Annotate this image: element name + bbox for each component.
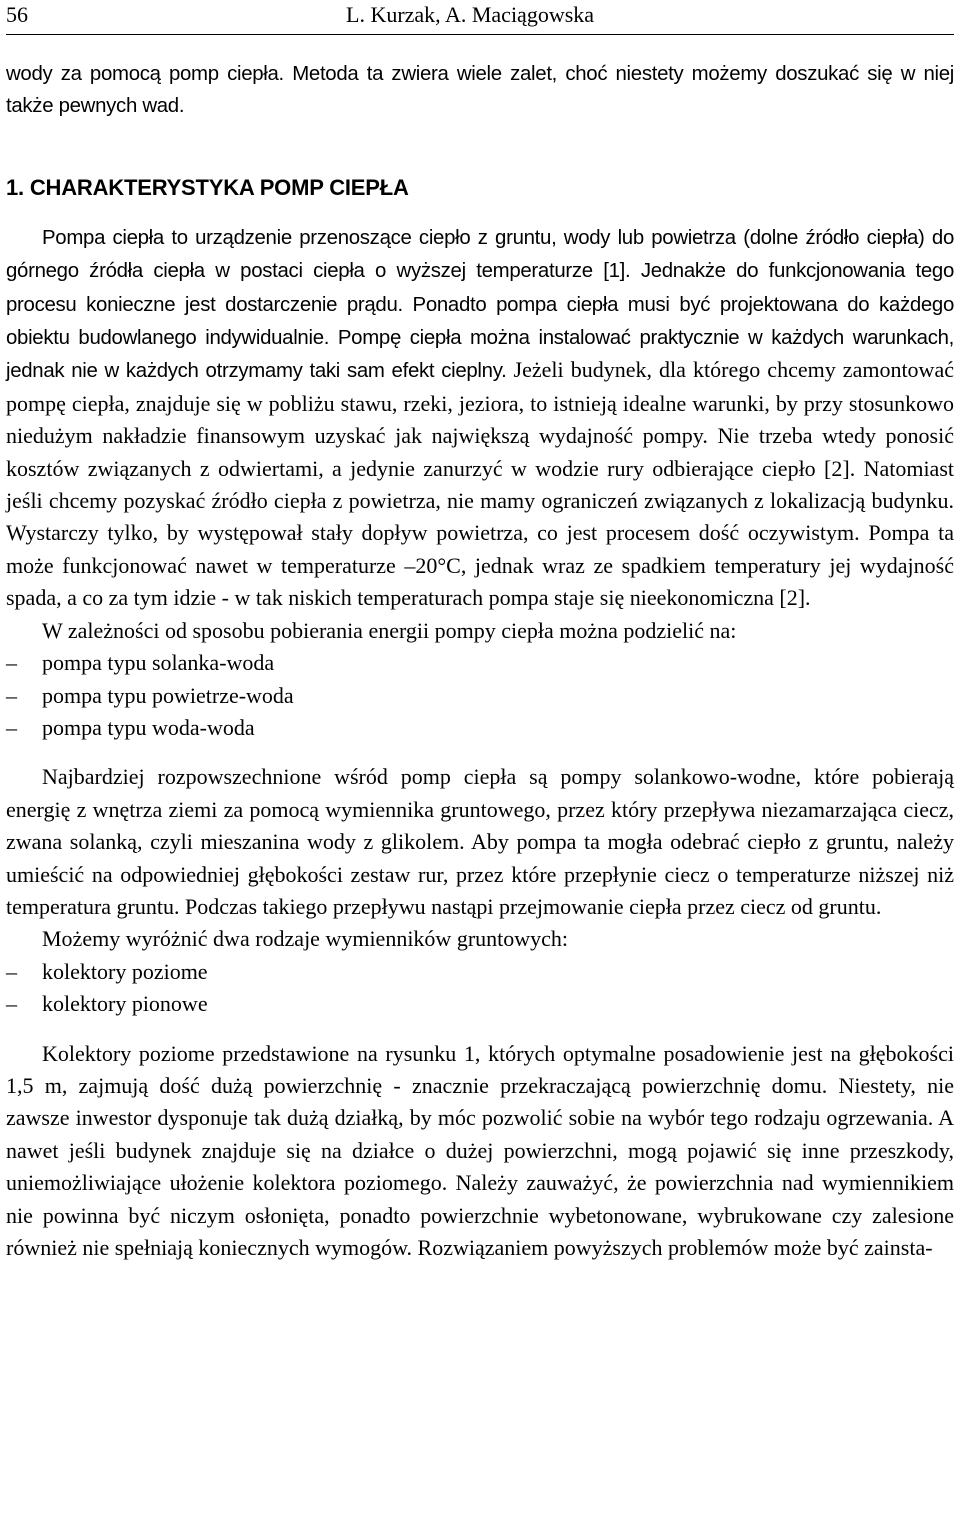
exchanger-types-list	[6, 956, 954, 1021]
exchanger-types-lead: Możemy wyróżnić dwa rodzaje wymienników gruntowych:	[42, 926, 569, 952]
pump-types-lead: W zależności od sposobu pobierania energii pompy ciepła można podzielić na:	[42, 617, 737, 643]
paragraph-brine-water: Najbardziej rozpowszechnione wśród pomp ciepła są pompy solankowo-wodne, które pobierają energię z wnętrza ziemi za pomocą wymiennika gruntowego, przez który przepływa niezamarzająca ciecz, zwana solanką, czyli mieszanina wody z glikolem. Aby pompa ta mogła odebrać ciepło z gruntu, należy umieścić na odpowiedniej głębokości zestaw rur, przez które przepłynie ciecz o temperaturze niższej niż temperatura gruntu. Podczas takiego przepływu nastąpi przejmowanie ciepła przez ciecz od gruntu.	[6, 764, 954, 919]
page-header	[6, 0, 954, 35]
paragraph-horizontal-collectors: Kolektory poziome przedstawione na rysunku 1, których optymalne posadowienie jest na głębokości 1,5 m, zajmują dość dużą powierzchnię - znacznie przekraczającą powierzchnię domu. Niestety, nie zawsze inwestor dysponuje tak dużą działką, by móc pozwolić sobie na wybór tego rodzaju ogrzewania. A nawet jeśli budynek znajduje się na działce o dużej powierzchni, mogą pojawić się inne przeszkody, uniemożliwiające ułożenie kolektora poziomego. Należy zauważyć, że powierzchnia nad wymiennikiem nie powinna być niczym osłonięta, ponadto powierzchnie wybetonowane, wybrukowane czy zalesione również nie spełniają koniecznych wymogów. Rozwiązaniem powyższych problemów może być zainsta-	[6, 1040, 954, 1260]
list-item: – kolektory pionowe	[6, 988, 954, 1020]
pump-types-list	[6, 647, 954, 744]
list-item: – kolektory poziome	[6, 956, 954, 988]
running-head: L. Kurzak, A. Maciągowska	[346, 2, 595, 27]
list-dash: –	[6, 958, 17, 984]
paragraph-sans-part: Pompa ciepła to urządzenie przenoszące ciepło z gruntu, wody lub powietrza (dolne źródło ciepła) do górnego źródła ciepła w postaci ciepła o wyższej temperaturze [1]. Jednakże do funkcjonowania tego procesu konieczne jest dostarczenie prądu. Ponadto pompa ciepła musi być projektowana do każdego obiektu budowlanego indywidualnie. Pompę ciepła można instalować praktycznie w każdych warunkach, jednak nie w każdych otrzymamy taki sam efekt cieplny.	[6, 226, 954, 383]
list-item: – pompa typu powietrze-woda	[6, 680, 954, 712]
list-dash: –	[6, 650, 17, 676]
page-number: 56	[6, 2, 28, 27]
list-item: – pompa typu woda-woda	[6, 712, 954, 744]
list-dash: –	[6, 682, 17, 708]
list-item: – pompa typu solanka-woda	[6, 647, 954, 679]
page-body	[6, 58, 954, 1264]
paragraph-heat-pump-definition	[6, 221, 954, 615]
intro-paragraph: wody za pomocą pomp ciepła. Metoda ta zwiera wiele zalet, choć niestety możemy doszukać się w niej także pewnych wad.	[6, 63, 954, 118]
paragraph-serif-part: Jeżeli budynek, dla którego chcemy zamontować pompę ciepła, znajduje się w pobliżu stawu, rzeki, jeziora, to istnieją idealne warunki, by przy stosunkowo niedużym nakładzie finansowym uzyskać jak największą wydajność pompy. Nie trzeba wtedy ponosić kosztów związanych z odwiertami, a jedynie zanurzyć w wodzie rury odbierające ciepło [2]. Natomiast jeśli chcemy pozyskać źródło ciepła z powietrza, nie mamy ograniczeń związanych z lokalizacją budynku. Wystarczy tylko, by występował stały dopływ powietrza, co jest procesem dość oczywistym. Pompa ta może funkcjonować nawet w temperaturze –20°C, jednak wraz ze spadkiem temperatury jej wydajność spada, a co za tym idzie - w tak niskich temperaturach pompa staje się nieekonomiczna [2].	[6, 357, 954, 611]
list-dash: –	[6, 714, 17, 740]
list-dash: –	[6, 991, 17, 1017]
section-heading: 1. CHARAKTERYSTYKA POMP CIEPŁA	[6, 174, 409, 200]
